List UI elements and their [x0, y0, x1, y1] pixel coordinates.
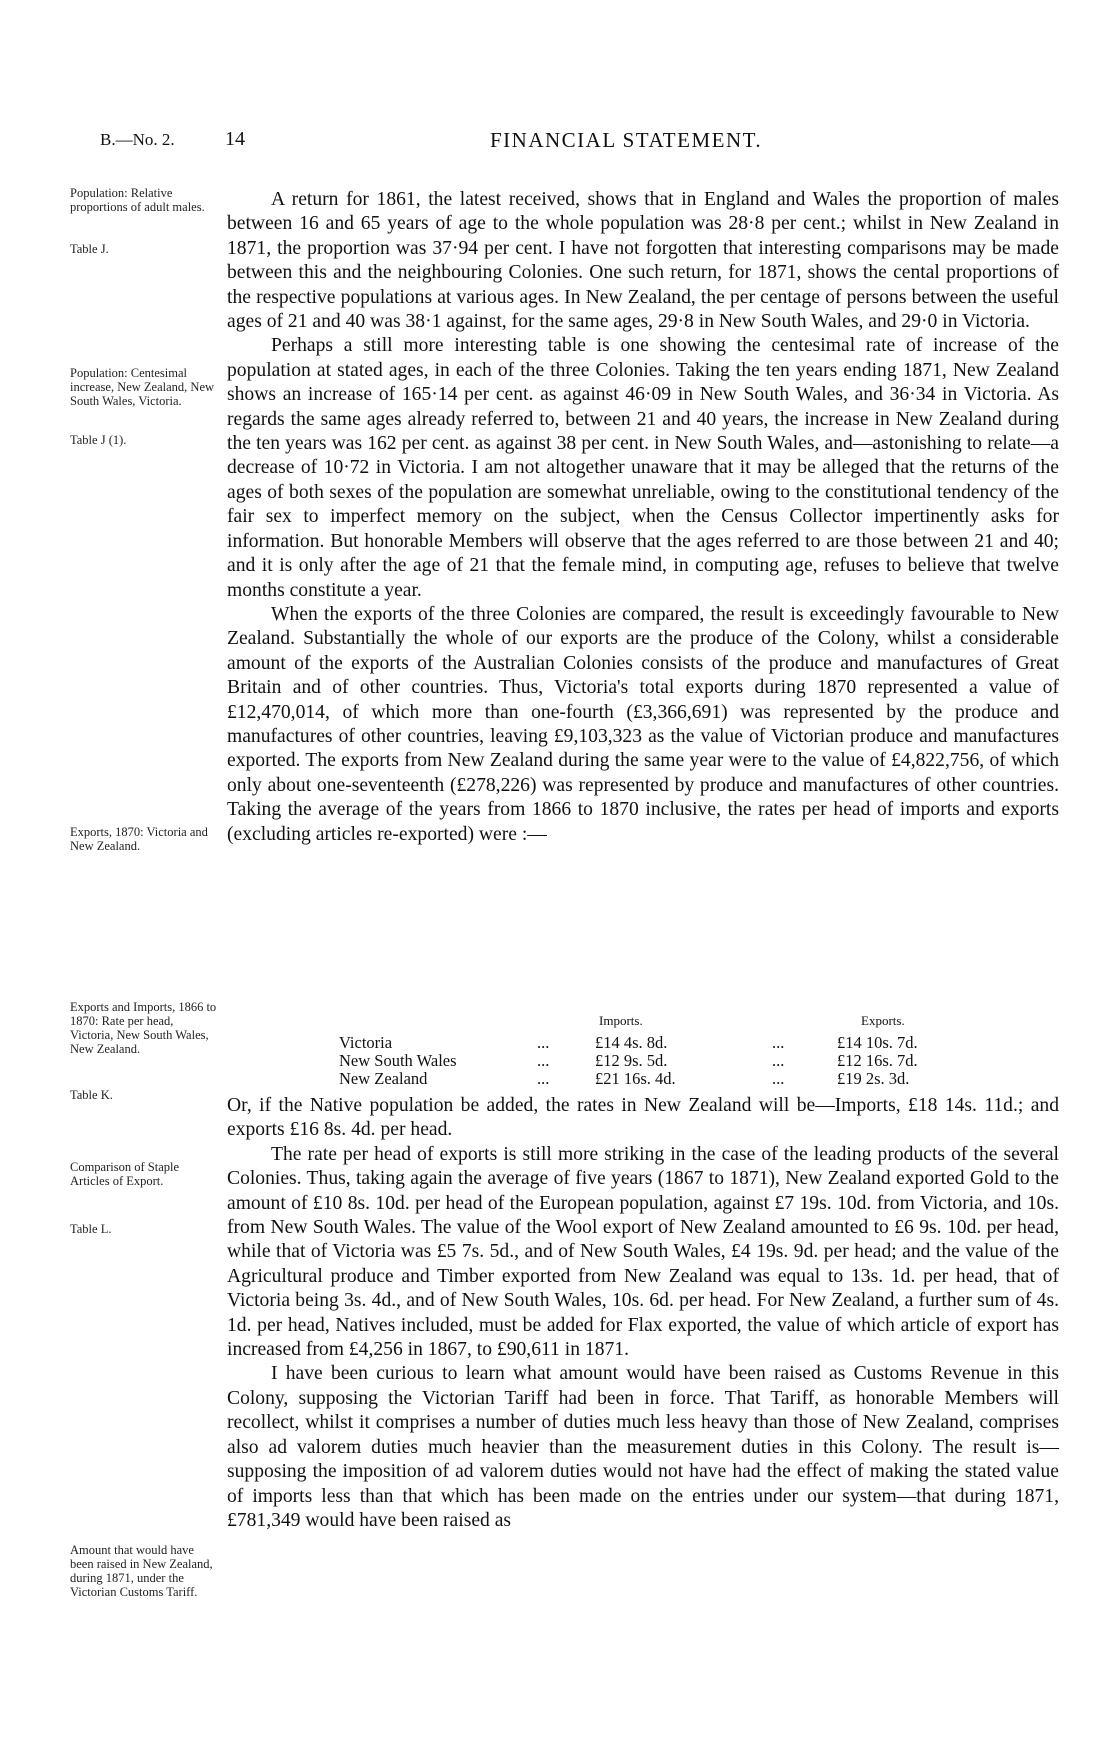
column-header-exports: Exports. [861, 1013, 905, 1028]
paragraph: Perhaps a still more interesting table is one showing the centesimal rate of increase of the population at stated ages, in each of the three Colonies. Taking the ten years ending 1871, New Zealand shows an increase of 165·14 per cent. as against 46·09 in New South Wales, and 36·34 in Victoria. As regards the same ages already referred to, between 21 and 40 years, the increase in New Zealand during the ten years was 162 per cent. as against 38 per cent. in New South Wales, and—astonishing to relate—a decrease of 10·72 in Victoria. I am not altogether unaware that it may be alleged that the returns of the ages of both sexes of the population are somewhat unreliable, owing to the constitutional tendency of the fair sex to imperfect memory on the subject, when the Census Collector impertinently asks for information. But honorable Members will observe that the ages referred to are those between 21 and 40; and it is only after the age of 21 that the female mind, in computing age, refuses to believe that twelve months constitute a year. [227, 335, 1059, 601]
paragraph: The rate per head of exports is still more striking in the case of the leading products of the several Colonies. Thus, taking again the average of five years (1867 to 1871), New Zealand exported Gold to the amount of £10 8s. 10d. per head of the European population, against £7 19s. 10d. from Victoria, and 10s. from New South Wales. The value of the Wool export of New Zealand amounted to £6 9s. 10d. per head, while that of Victoria was £5 7s. 5d., and of New South Wales, £4 19s. 9d. per head; and the value of the Agricultural produce and Timber exported from New Zealand was equal to 13s. 1d. per head, that of Victoria being 3s. 4d., and of New South Wales, 10s. 6d. per head. For New Zealand, a further sum of 4s. 1d. per head, Natives included, must be added for Flax exported, the value of which article of export has increased from £4,256 in 1867, to £90,611 in 1871. [227, 1143, 1059, 1361]
paragraph: Or, if the Native population be added, the rates in New Zealand will be—Imports, £18 14s. 11d.; and exports £16 8s. 4d. per head. [227, 1095, 1059, 1141]
paragraph: I have been curious to learn what amount would have been raised as Customs Revenue in this Colony, supposing the Victorian Tariff had been in force. That Tariff, as honorable Members will recollect, whilst it comprises a number of duties much less heavy than those of New Zealand, comprises also ad valorem duties much heavier than the measurement duties in this Colony. The result is—supposing the imposition of ad valorem duties would not have had the effect of making the stated value of imports less than that which has been made on the entries under our system—that during 1871, £781,349 would have been raised as [227, 1363, 1059, 1531]
margin-note: Table K. [70, 1088, 113, 1102]
leader-dots: ... [772, 1033, 785, 1052]
leader-dots: ... [537, 1069, 550, 1088]
exports-value: £12 16s. 7d. [837, 1051, 918, 1070]
page-number: 14 [225, 128, 245, 150]
margin-note: Table J (1). [70, 433, 127, 447]
paper-reference: B.—No. 2. [100, 130, 175, 149]
exports-value: £19 2s. 3d. [837, 1069, 910, 1088]
margin-note: Population: Relative proportions of adult males. [70, 186, 205, 214]
leader-dots: ... [772, 1051, 785, 1070]
rates-table [227, 1013, 1059, 1089]
running-title: FINANCIAL STATEMENT. [490, 128, 763, 152]
margin-note: Amount that would have been raised in New Zealand, during 1871, under the Victorian Customs Tariff. [70, 1543, 213, 1599]
main-text-upper [227, 188, 1059, 847]
paragraph: When the exports of the three Colonies are compared, the result is exceedingly favourable to New Zealand. Substantially the whole of our exports are the produce of the Colony, whilst a considerable amount of the exports of the Australian Colonies consists of the produce and manufactures of Great Britain and of other countries. Thus, Victoria's total exports during 1870 represented a value of £12,470,014, of which more than one-fourth (£3,366,691) was represented by the produce and manufactures of other countries, leaving £9,103,323 as the value of Victorian produce and manufactures exported. The exports from New Zealand during the same year were to the value of £4,822,756, of which only about one-seventeenth (£278,226) was represented by produce and manufactures of other countries. Taking the average of the years from 1866 to 1870 inclusive, the rates per head of imports and exports (excluding articles re-exported) were :— [227, 603, 1059, 845]
margin-note: Table J. [70, 242, 109, 256]
margin-note: Exports and Imports, 1866 to 1870: Rate per head, Victoria, New South Wales, New Zealand. [70, 1000, 217, 1056]
main-text-lower [227, 1094, 1059, 1533]
leader-dots: ... [537, 1051, 550, 1070]
leader-dots: ... [772, 1069, 785, 1088]
paragraph: A return for 1861, the latest received, shows that in England and Wales the proportion of males between 16 and 65 years of age to the whole population was 28·8 per cent.; whilst in New Zealand in 1871, the proportion was 37·94 per cent. I have not forgotten that interesting comparisons may be made between this and the neighbouring Colonies. One such return, for 1871, shows the cental proportions of the respective populations at various ages. In New Zealand, the per centage of persons between the useful ages of 21 and 40 was 38·1 against, for the same ages, 29·8 in New South Wales, and 29·0 in Victoria. [227, 189, 1059, 333]
imports-value: £21 16s. 4d. [595, 1069, 676, 1088]
leader-dots: ... [537, 1033, 550, 1052]
table-row [227, 1033, 1059, 1053]
imports-value: £14 4s. 8d. [595, 1033, 668, 1052]
margin-note: Comparison of Staple Articles of Export. [70, 1160, 180, 1188]
colony-name: New South Wales [339, 1051, 457, 1070]
margin-note: Table L. [70, 1222, 112, 1236]
margin-note: Population: Centesimal increase, New Zealand, New South Wales, Victoria. [70, 366, 215, 408]
exports-value: £14 10s. 7d. [837, 1033, 918, 1052]
column-header-imports: Imports. [599, 1013, 643, 1028]
table-row [227, 1051, 1059, 1071]
colony-name: New Zealand [339, 1069, 428, 1088]
margin-note: Exports, 1870: Victoria and New Zealand. [70, 825, 208, 853]
page-header [0, 122, 1114, 156]
colony-name: Victoria [339, 1033, 393, 1052]
table-row [227, 1069, 1059, 1089]
imports-value: £12 9s. 5d. [595, 1051, 668, 1070]
